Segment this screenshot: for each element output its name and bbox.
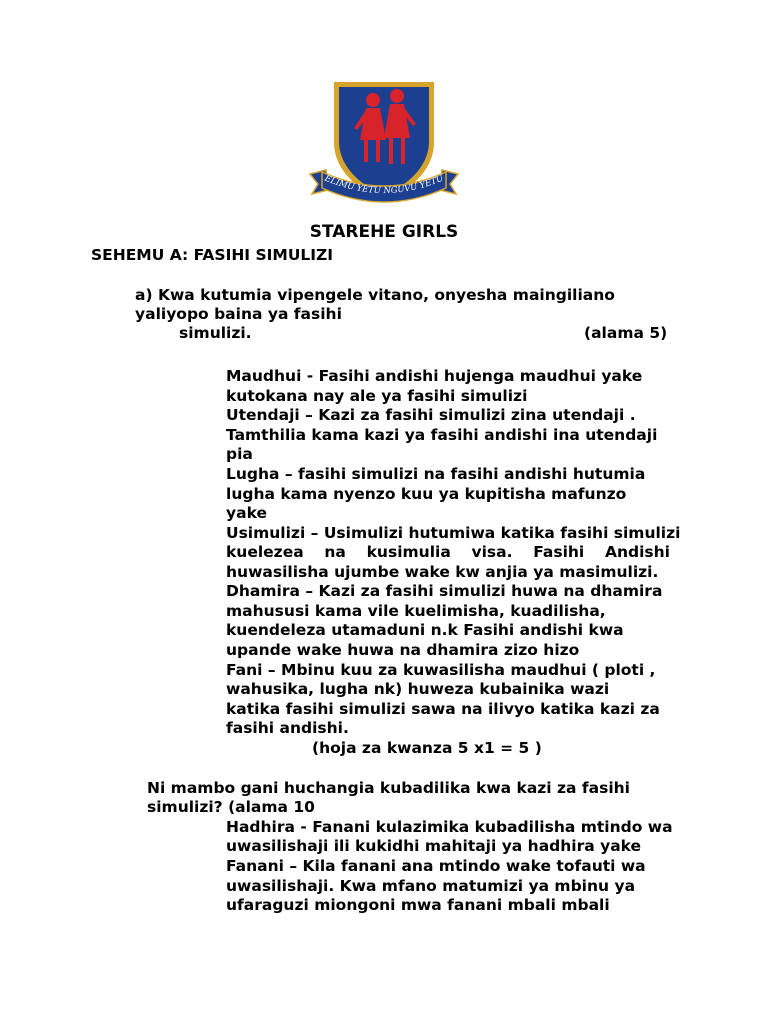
answer-b-line: uwasilishaji. Kwa mfano matumizi ya mbinu ya: [226, 877, 636, 895]
answer-a-line: Usimulizi – Usimulizi hutumiwa katika fasihi simulizi: [226, 524, 681, 542]
answer-a-line: Dhamira – Kazi za fasihi simulizi huwa na dhamira: [226, 582, 663, 600]
answer-a-line: Tamthilia kama kazi ya fasihi andishi ina utendaji: [226, 426, 658, 444]
question-b-line-2: simulizi? (alama 10: [147, 798, 315, 816]
answer-a-line: Fani – Mbinu kuu za kuwasilisha maudhui ( ploti ,: [226, 661, 656, 679]
section-title: SEHEMU A: FASIHI SIMULIZI: [91, 246, 334, 264]
answer-a-line: kuelezea na kusimulia visa. Fasihi Andishi: [226, 543, 670, 561]
question-b-line-1: Ni mambo gani huchangia kubadilika kwa kazi za fasihi: [147, 779, 630, 797]
school-name: STAREHE GIRLS: [309, 222, 459, 242]
answer-a-line: kuendeleza utamaduni n.k Fasihi andishi kwa: [226, 621, 624, 639]
answer-a-line: lugha kama nyenzo kuu ya kupitisha mafunzo: [226, 485, 627, 503]
answer-a-line: Maudhui - Fasihi andishi hujenga maudhui yake: [226, 367, 643, 385]
answer-a-line: fasihi andishi.: [226, 719, 349, 737]
answer-a-line: wahusika, lugha nk) huweza kubainika wazi: [226, 680, 610, 698]
answer-a-line: Utendaji – Kazi za fasihi simulizi zina utendaji .: [226, 406, 636, 424]
answer-a-line: mahususi kama vile kuelimisha, kuadilisha,: [226, 602, 606, 620]
question-a-marks: (alama 5): [584, 324, 668, 342]
question-a-line-3: simulizi.: [179, 324, 252, 342]
answer-a-line: katika fasihi simulizi sawa na ilivyo katika kazi za: [226, 700, 660, 718]
question-a-line-2: yaliyopo baina ya fasihi: [135, 305, 342, 323]
answer-a-mark-note: (hoja za kwanza 5 x1 = 5 ): [312, 739, 542, 757]
school-crest-logo: [306, 78, 462, 220]
answer-b-line: Hadhira - Fanani kulazimika kubadilisha mtindo wa: [226, 818, 673, 836]
question-a-line-1: a) Kwa kutumia vipengele vitano, onyesha maingiliano: [135, 286, 615, 304]
answer-a-line: pia: [226, 445, 253, 463]
answer-b-line: ufaraguzi miongoni mwa fanani mbali mbali: [226, 896, 610, 914]
answer-b-line: Fanani – Kila fanani ana mtindo wake tofauti wa: [226, 857, 646, 875]
answer-a-line: huwasilisha ujumbe wake kw anjia ya masimulizi.: [226, 563, 659, 581]
answer-b-line: uwasilishaji ili kukidhi mahitaji ya hadhira yake: [226, 837, 642, 855]
answer-a-line: Lugha – fasihi simulizi na fasihi andishi hutumia: [226, 465, 646, 483]
answer-a-line: kutokana nay ale ya fasihi simulizi: [226, 387, 528, 405]
answer-a-line: upande wake huwa na dhamira zizo hizo: [226, 641, 580, 659]
crest-motto: ELIMU YETU NGUVU YETU: [323, 173, 445, 197]
answer-a-line: yake: [226, 504, 267, 522]
